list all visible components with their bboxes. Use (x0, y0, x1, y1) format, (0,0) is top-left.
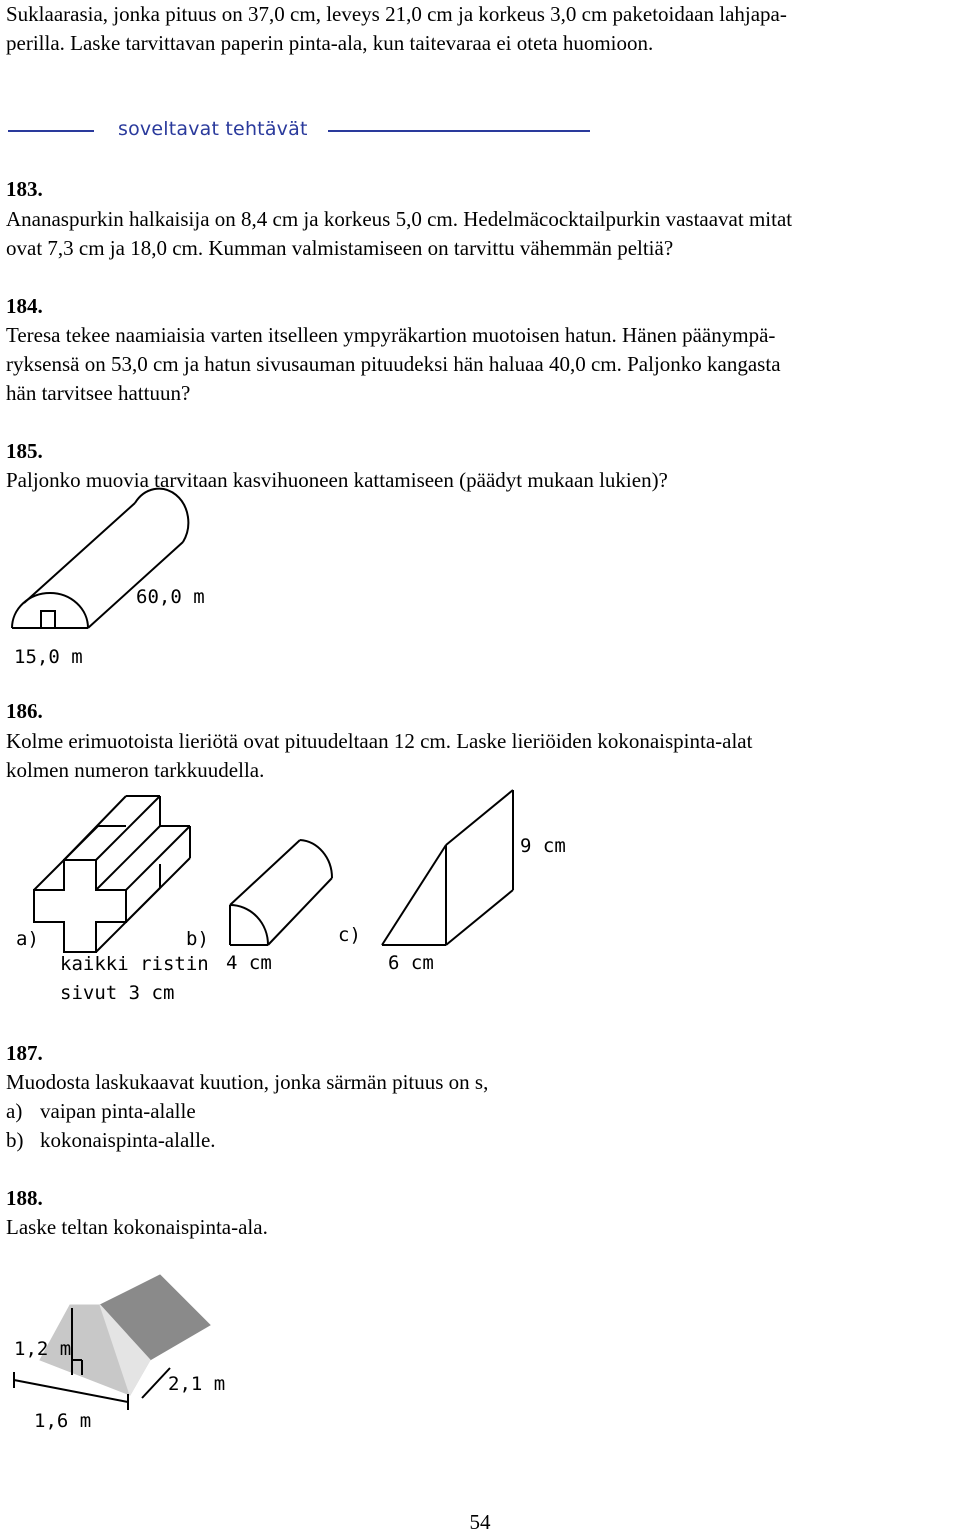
prism-a-label: a) (16, 928, 39, 950)
page-number: 54 (469, 1510, 491, 1534)
problem-184-line-2: ryksensä on 53,0 cm ja hatun sivusauman pituudeksi hän haluaa 40,0 cm. Paljonko kangasta (6, 352, 781, 376)
section-rule-right (328, 130, 590, 132)
prism-b-label: b) (186, 928, 209, 950)
problem-185-text: Paljonko muovia tarvitaan kasvihuoneen kattamiseen (päädyt mukaan lukien)? (6, 468, 668, 492)
problem-186-line-1: Kolme erimuotoista lieriötä ovat pituudeltaan 12 cm. Laske lieriöiden kokonaispinta-alat (6, 729, 753, 753)
intro-paragraph (6, 0, 956, 58)
item-a-text: vaipan pinta-alalle (40, 1099, 196, 1123)
item-a-marker: a) (6, 1099, 23, 1123)
problem-187-item-a (6, 1097, 956, 1126)
prism-b-dimension: 4 cm (226, 952, 272, 974)
problem-183-text (6, 205, 956, 263)
problem-184-line-1: Teresa tekee naamiaisia varten itselleen ympyräkartion muotoisen hatun. Hänen päänympä- (6, 323, 776, 347)
intro-line-1: Suklaarasia, jonka pituus on 37,0 cm, leveys 21,0 cm ja korkeus 3,0 cm paketoidaan lahjapa- (6, 2, 787, 26)
problem-183-line-2: ovat 7,3 cm ja 18,0 cm. Kumman valmistamiseen on tarvittu vähemmän peltiä? (6, 236, 674, 260)
tent-figure (0, 1270, 240, 1440)
problem-186-text (6, 727, 956, 785)
problem-186-line-2: kolmen numeron tarkkuudella. (6, 758, 265, 782)
greenhouse-top-edge (24, 503, 135, 603)
prism-c-base: 6 cm (388, 952, 434, 974)
problem-184-number: 184. (6, 294, 43, 318)
problem-187-text: Muodosta laskukaavat kuution, jonka särmän pituus on s, (6, 1070, 489, 1094)
tent-length-label: 2,1 m (168, 1373, 226, 1395)
problem-184-line-3: hän tarvitsee hattuun? (6, 381, 191, 405)
prism-a-note-1: kaikki ristin (60, 953, 209, 975)
problem-186-number: 186. (6, 699, 43, 723)
quarter-cylinder (230, 840, 332, 945)
prism-c-label: c) (338, 924, 361, 946)
problem-188-number: 188. (6, 1186, 43, 1210)
problem-183-number: 183. (6, 177, 43, 201)
problem-188-text: Laske teltan kokonaispinta-ala. (6, 1215, 268, 1239)
prism-a-note-2: sivut 3 cm (60, 982, 175, 1004)
problem-184-text (6, 321, 956, 408)
problem-187-number: 187. (6, 1041, 43, 1065)
item-b-text: kokonaispinta-alalle. (40, 1128, 216, 1152)
prisms-figure (0, 785, 600, 1015)
section-rule-left (8, 130, 94, 132)
greenhouse-figure (0, 495, 240, 675)
problem-187-item-b (6, 1126, 956, 1155)
intro-line-2: perilla. Laske tarvittavan paperin pinta-ala, kun taitevaraa ei oteta huomioon. (6, 31, 654, 55)
greenhouse-width-label: 15,0 m (14, 646, 83, 668)
greenhouse-bottom-edge (88, 542, 183, 628)
tent-length-dim (142, 1368, 170, 1398)
item-b-marker: b) (6, 1128, 24, 1152)
cross-prism-depth (34, 796, 190, 952)
tent-height-label: 1,2 m (14, 1338, 72, 1360)
problem-185-number: 185. (6, 439, 43, 463)
triangle-prism (382, 790, 513, 945)
greenhouse-door (41, 611, 55, 628)
prism-c-height: 9 cm (520, 835, 566, 857)
greenhouse-length-label: 60,0 m (136, 586, 205, 608)
problem-183-line-1: Ananaspurkin halkaisija on 8,4 cm ja korkeus 5,0 cm. Hedelmäcocktailpurkin vastaavat mitat (6, 207, 793, 231)
section-header: soveltavat tehtävät (118, 118, 308, 140)
tent-base-label: 1,6 m (34, 1410, 92, 1432)
greenhouse-back-arc (135, 489, 188, 542)
